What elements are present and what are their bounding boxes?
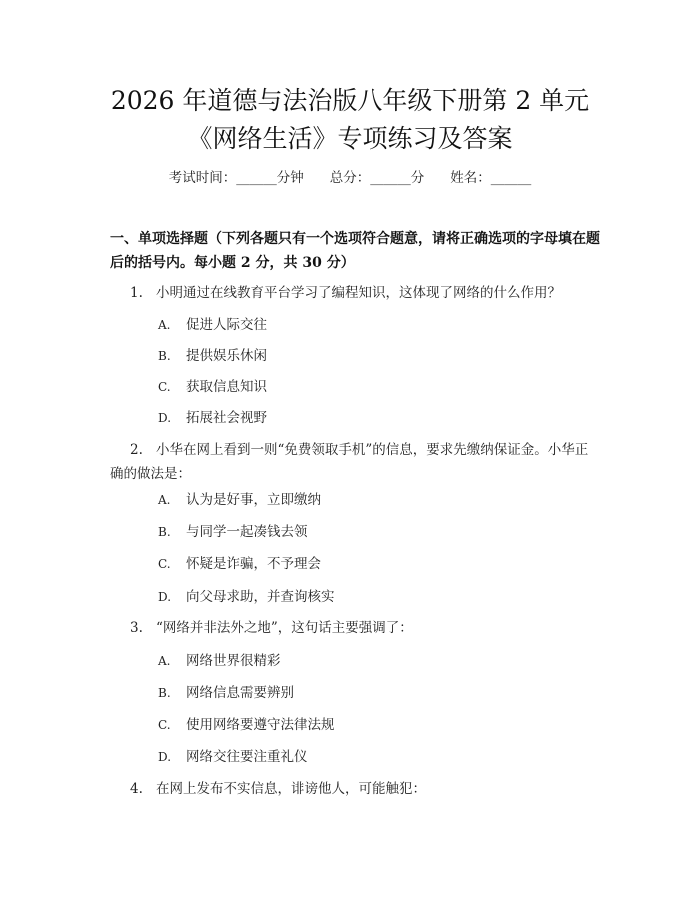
option-letter: D. xyxy=(158,411,172,425)
question-number: 3. xyxy=(130,620,143,636)
option-letter: C. xyxy=(158,557,171,571)
option-text: 向父母求助，并查询核实 xyxy=(186,589,335,605)
option-letter: B. xyxy=(158,349,171,363)
question-3-option-b xyxy=(158,683,294,703)
question-2 xyxy=(110,438,600,486)
option-text: 网络交往要注重礼仪 xyxy=(186,749,308,765)
section-heading-single-choice: 一、单项选择题（下列各题只有一个选项符合题意，请将正确选项的字母填在题后的括号内。每小题 2 分，共 30 分） xyxy=(110,231,600,271)
question-3 xyxy=(110,616,600,640)
total-score-field: 总分：______分 xyxy=(329,170,425,186)
option-letter: C. xyxy=(158,718,171,732)
exam-meta xyxy=(0,168,700,188)
option-text: 促进人际交往 xyxy=(186,317,267,333)
option-text: 获取信息知识 xyxy=(186,379,267,395)
question-1-option-a xyxy=(158,315,267,335)
option-text: 网络世界很精彩 xyxy=(186,653,281,669)
question-2-option-b xyxy=(158,522,308,542)
option-letter: D. xyxy=(158,590,172,604)
option-letter: A. xyxy=(158,654,171,668)
question-number: 2. xyxy=(130,442,143,458)
student-name-field: 姓名：______ xyxy=(450,170,532,186)
question-3-option-c xyxy=(158,715,335,735)
question-1-option-b xyxy=(158,346,267,366)
question-text: 小华在网上看到一则“免费领取手机”的信息，要求先缴纳保证金。小华正确的做法是： xyxy=(110,442,589,482)
option-letter: B. xyxy=(158,686,171,700)
option-text: 认为是好事，立即缴纳 xyxy=(186,492,321,508)
option-text: 网络信息需要辨别 xyxy=(186,685,294,701)
question-number: 1. xyxy=(130,285,143,301)
question-text: “网络并非法外之地”，这句话主要强调了： xyxy=(156,620,413,636)
question-1-option-d xyxy=(158,408,267,428)
option-letter: C. xyxy=(158,380,171,394)
option-letter: B. xyxy=(158,525,171,539)
option-letter: A. xyxy=(158,493,171,507)
option-text: 提供娱乐休闲 xyxy=(186,348,267,364)
question-4 xyxy=(110,777,600,801)
option-text: 拓展社会视野 xyxy=(186,410,267,426)
question-3-option-d xyxy=(158,747,308,767)
question-1 xyxy=(110,281,600,305)
exam-time-field: 考试时间：______分钟 xyxy=(168,170,304,186)
document-title-line-1: 2026 年道德与法治版八年级下册第 2 单元 xyxy=(110,86,590,115)
question-number: 4. xyxy=(130,781,143,797)
question-2-option-c xyxy=(158,554,321,574)
option-letter: A. xyxy=(158,318,171,332)
question-text: 小明通过在线教育平台学习了编程知识，这体现了网络的什么作用？ xyxy=(156,285,561,301)
option-text: 与同学一起凑钱去领 xyxy=(186,524,308,540)
question-3-option-a xyxy=(158,651,281,671)
question-1-option-c xyxy=(158,377,267,397)
document-title-line-2: 《网络生活》专项练习及答案 xyxy=(187,124,513,153)
option-text: 怀疑是诈骗，不予理会 xyxy=(186,556,321,572)
option-text: 使用网络要遵守法律法规 xyxy=(186,717,335,733)
option-letter: D. xyxy=(158,750,172,764)
question-text: 在网上发布不实信息，诽谤他人，可能触犯： xyxy=(156,781,426,797)
question-2-option-a xyxy=(158,490,321,510)
question-2-option-d xyxy=(158,587,335,607)
